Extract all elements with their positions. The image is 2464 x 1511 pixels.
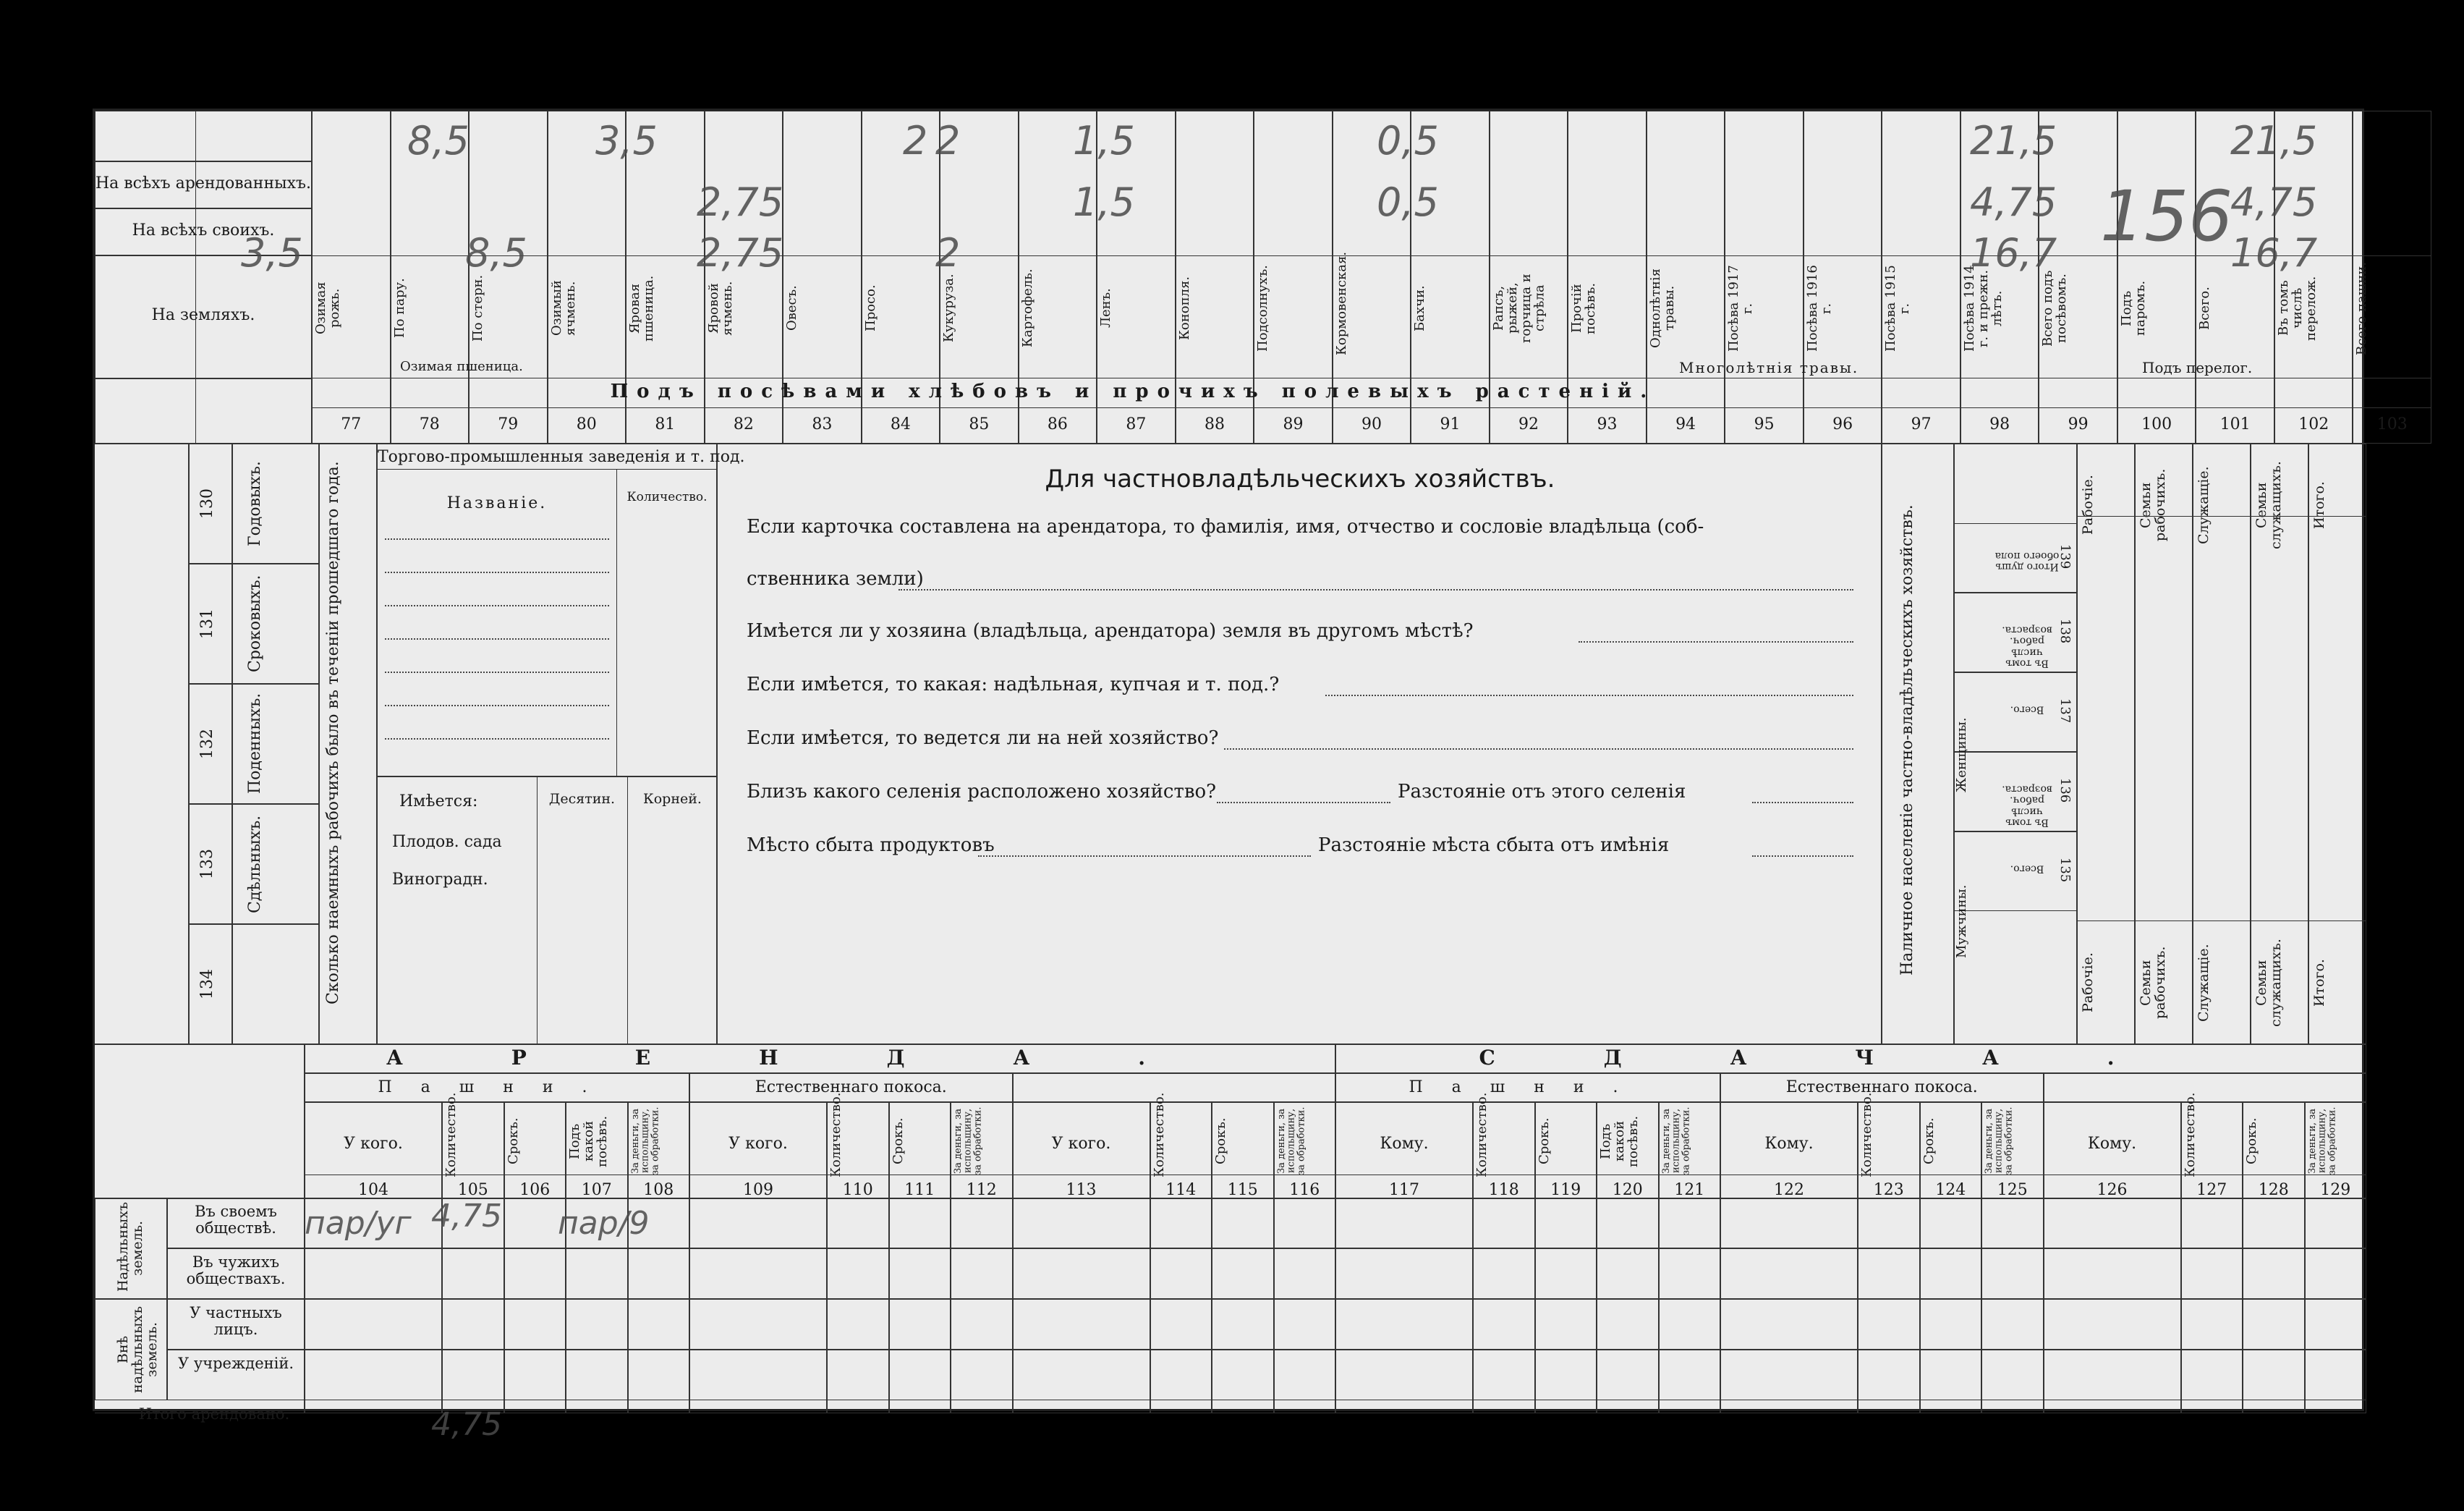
crop-column-label: Подъ паромъ. — [2118, 280, 2148, 337]
lease-column-num: 120 — [1612, 1181, 1643, 1199]
group-label: Внѣ надѣльныхъ земель. — [115, 1305, 160, 1393]
lease-column-num: 117 — [1389, 1181, 1419, 1199]
pop-caption: Наличное населеніе частно-владѣльческихъ хозяйствъ. — [1898, 504, 1916, 976]
crop-column-label: Кукуруза. — [941, 274, 957, 343]
lease-column-num: 106 — [519, 1181, 551, 1199]
pop-column-label: Семьи служащихъ. — [2253, 461, 2284, 549]
pop-row-label: Въ томъ числѣ рабоч. возраста. — [2002, 624, 2052, 669]
handwritten-value: пар/9 — [558, 1205, 650, 1242]
women-label: Женщины. — [1954, 717, 1969, 792]
lease-column-num: 122 — [1774, 1181, 1804, 1199]
handwritten-value: 21,5 — [1970, 118, 2057, 164]
pop-column-label-bottom: Семьи служащихъ. — [2253, 939, 2284, 1027]
lease-title: СДАЧА. — [1479, 1046, 2223, 1070]
crop-column-num: 99 — [2068, 415, 2089, 433]
worker-num: 130 — [198, 488, 216, 519]
crop-column-label: Прочій посѣвъ. — [1569, 282, 1599, 334]
crop-column-num: 84 — [890, 415, 911, 433]
crop-column-label: Посѣва 1915 г. — [1883, 265, 1913, 352]
lease-column-label: За деньги, за испольщину, за обработки. — [953, 1106, 984, 1176]
trade-line — [385, 638, 609, 640]
crops-table — [95, 111, 2408, 444]
lease-column-label: Срокъ. — [1536, 1117, 1552, 1165]
lease-column-label: Количество. — [828, 1092, 844, 1177]
crop-column-num: 102 — [2298, 415, 2329, 433]
pop-column-label-bottom: Итого. — [2311, 959, 2327, 1007]
lease-column-label: Подъ какой посѣвъ. — [1598, 1115, 1641, 1167]
crop-column-label: Озимая рожь. — [313, 282, 342, 335]
lease-column-label: Количество. — [1151, 1092, 1167, 1177]
lease-column-label: За деньги, за испольщину, за обработки. — [1660, 1106, 1691, 1176]
row-label: На земляхъ. — [151, 306, 255, 324]
lease-column-label: Срокъ. — [2244, 1117, 2259, 1165]
crop-column-num: 98 — [1989, 415, 2010, 433]
crop-column-num: 96 — [1832, 415, 1853, 433]
handwritten-value: 2 — [935, 118, 961, 164]
crop-column-label: Всего подъ посѣвомъ. — [2040, 270, 2070, 347]
worker-num: 131 — [198, 609, 216, 639]
trade-block: Торгово-промышленныя заведенія и т. под. Названіе. Количество. — [377, 444, 717, 776]
trade-line — [385, 538, 609, 540]
lease-column-num: 115 — [1227, 1181, 1258, 1199]
pop-row-label: Всего. — [2010, 703, 2044, 716]
pop-column-label-bottom: Рабочіе. — [2080, 952, 2096, 1013]
crop-column-num: 82 — [733, 415, 754, 433]
worker-label — [247, 934, 305, 1034]
handwritten-value: 4,75 — [1970, 179, 2057, 225]
lease-column-num: 119 — [1550, 1181, 1581, 1199]
lease-column-label: За деньги, за испольщину, за обработки. — [1984, 1106, 2015, 1176]
crop-column-num: 78 — [419, 415, 440, 433]
lease-column-label: Срокъ. — [890, 1117, 906, 1165]
crop-column-label: Яровая пшеница. — [627, 275, 656, 342]
lease-column-num: 125 — [1997, 1181, 2028, 1199]
crop-column-num: 88 — [1204, 415, 1225, 433]
worker-label: Годовыхъ. — [246, 461, 264, 546]
lease-column-label: За деньги, за испольщину, за обработки. — [629, 1106, 660, 1176]
handwritten-value: 3,5 — [595, 118, 658, 164]
lease-column-label: Срокъ. — [505, 1117, 521, 1165]
lease-title-cell — [1335, 1044, 2366, 1073]
pop-row-label: Всего. — [2010, 863, 2044, 875]
crop-column-num: 100 — [2141, 415, 2172, 433]
crop-column-label: Просо. — [862, 284, 878, 332]
lease-column-label: Количество. — [1859, 1092, 1874, 1177]
crop-column-num: 92 — [1518, 415, 1539, 433]
trade-line — [385, 572, 609, 573]
crop-column-num: 91 — [1440, 415, 1461, 433]
worker-label: Сдѣльныхъ. — [246, 815, 264, 913]
crop-column-num: 103 — [2376, 415, 2408, 433]
pop-column-label-bottom: Служащіе. — [2196, 944, 2212, 1022]
handwritten-value: 8,5 — [465, 230, 527, 276]
crop-column-label: Подсолнухъ. — [1255, 265, 1271, 352]
crop-column-label: Конопля. — [1176, 276, 1192, 341]
lease-row — [167, 1248, 2366, 1299]
crop-column-num: 97 — [1911, 415, 1932, 433]
crop-column-label: Овесъ. — [784, 285, 800, 331]
lease-column-label: Кому. — [1764, 1135, 1814, 1153]
lease-row — [167, 1299, 2366, 1350]
lease-column-label: Подъ какой посѣвъ. — [567, 1115, 610, 1167]
crop-column-label: Посѣва 1917 г. — [1726, 265, 1756, 352]
lease-row-label: Въ чужихъ обществахъ. — [186, 1253, 286, 1288]
lease-column-num: 126 — [2096, 1181, 2128, 1199]
trade-line — [385, 705, 609, 706]
lease-row — [167, 1350, 2366, 1400]
handwritten-value: 0,5 — [1377, 179, 1439, 225]
crop-column-num: 95 — [1754, 415, 1775, 433]
lease-column-label: Кому. — [1380, 1135, 1429, 1153]
crop-column-label: Рапсъ, рыжей, горчица и стрѣла — [1490, 274, 1547, 343]
crop-column-label: Картофель. — [1019, 268, 1035, 348]
handwritten-value: 4,75 — [2230, 179, 2318, 225]
crop-column-label: Всего пашни. — [2354, 261, 2370, 355]
row-blank — [95, 111, 312, 161]
private-block: Для частновладѣльческихъ хозяйствъ. Если карточка составлена на арендатора, то фамилія, имя, отчество и сословіе владѣльца (соб- ственника земли) Имѣется ли у хозяина (владѣльца, арендатора) земля въ другомъ мѣстѣ? Если имѣется, то какая: надѣльная, купчая и т. под.? Если имѣется, то ведется ли на ней хозяйство? Близъ какого селенія расположено хозяйство? Разстояніе отъ этого селенія Мѣсто сбыта продуктовъ Разстояніе мѣста сбыта отъ имѣнія — [717, 444, 1882, 1044]
lease-column-num: 128 — [2258, 1181, 2289, 1199]
lease-column-num: 111 — [904, 1181, 935, 1199]
lease-column-num: 127 — [2196, 1181, 2227, 1199]
itogo-label: Итого арендовано. — [138, 1405, 290, 1423]
handwritten-value: 16,7 — [1970, 230, 2057, 276]
lease-column-num: 121 — [1674, 1181, 1705, 1199]
handwritten-value: 8,5 — [407, 118, 470, 164]
crop-column-num: 86 — [1047, 415, 1068, 433]
crop-column-num: 101 — [2219, 415, 2251, 433]
crop-column-num: 89 — [1283, 415, 1304, 433]
has-block: Имѣется: Плодов. сада Виноградн. Десятин. Корней. — [377, 776, 717, 1044]
lease-column-num: 108 — [643, 1181, 674, 1199]
handwritten-value: пар/уг — [305, 1205, 412, 1242]
crop-column-label: Посѣва 1916 г. — [1804, 265, 1834, 352]
lease-subgroup-label: Пашни. — [1409, 1078, 1647, 1096]
pop-entry-area — [2077, 516, 2366, 921]
worker-num: 132 — [198, 729, 216, 759]
lease-column-label: Количество. — [2182, 1092, 2198, 1177]
crop-column-num: 81 — [655, 415, 676, 433]
worker-label: Поденныхъ. — [246, 693, 264, 794]
rule — [312, 407, 2431, 408]
crop-column-label: По пару. — [391, 278, 407, 339]
pop-column-label-bottom: Семьи рабочихъ. — [2138, 946, 2168, 1020]
crop-column-label: Озимый ячмень. — [548, 280, 578, 337]
worker-num: 134 — [198, 969, 216, 999]
crop-column-num: 77 — [341, 415, 362, 433]
lease-row-label: У учрежденій. — [177, 1355, 294, 1372]
pop-row-label: Итого душъ обоего пола — [1994, 549, 2060, 572]
handwritten-value: 2 — [935, 230, 961, 276]
lease-column-label: Кому. — [2087, 1135, 2137, 1153]
crop-column-label: Посѣва 1914 г. и прежн. лѣтъ. — [1961, 265, 2005, 352]
men-label: Мужчины. — [1954, 884, 1969, 958]
workers-caption: Сколько наемныхъ рабочихъ было въ теченіи прошедшаго года. — [324, 461, 342, 1005]
lease-column-num: 124 — [1935, 1181, 1966, 1199]
crop-column-num: 87 — [1126, 415, 1147, 433]
crop-column-num: 83 — [812, 415, 833, 433]
handwritten-value: 3,5 — [241, 230, 303, 276]
crop-column-num: 85 — [969, 415, 990, 433]
lease-column-num: 105 — [457, 1181, 488, 1199]
lease-column-num: 112 — [966, 1181, 997, 1199]
private-title: Для частновладѣльческихъ хозяйствъ. — [1045, 465, 1555, 494]
lease-column-num: 110 — [842, 1181, 873, 1199]
pop-column-label: Семьи рабочихъ. — [2138, 468, 2168, 542]
lease-column-label: У кого. — [344, 1135, 403, 1153]
lease-column-label: У кого. — [728, 1135, 788, 1153]
pop-num: 137 — [2057, 698, 2073, 724]
lease-column-label: Срокъ. — [1921, 1117, 1937, 1165]
lease-column-num: 118 — [1488, 1181, 1519, 1199]
lease-column-label: У кого. — [1051, 1135, 1111, 1153]
lease-column-label: За деньги, за испольщину, за обработки. — [1275, 1106, 1307, 1176]
handwritten-value: 16,7 — [2230, 230, 2318, 276]
mnogoletnie-label: Многолѣтнія травы. — [1679, 359, 1859, 376]
lease-title: АРЕНДА. — [386, 1046, 1254, 1070]
trade-line — [385, 605, 609, 606]
pop-num: 139 — [2057, 543, 2073, 570]
pop-column-label: Рабочіе. — [2080, 475, 2096, 536]
crop-column-num: 80 — [576, 415, 597, 433]
lease-row-label: Въ своемъ обществѣ. — [195, 1203, 277, 1237]
handwritten-value: 21,5 — [2230, 118, 2318, 164]
handwritten-value: 2 — [903, 118, 928, 164]
banner-crops: Подъ посѣвами хлѣбовъ и прочихъ полевыхъ растеній. — [610, 381, 1656, 402]
crop-column-label: Въ томъ числѣ перелож. — [2275, 276, 2319, 341]
trade-line — [385, 738, 609, 740]
lease-column-num: 123 — [1873, 1181, 1904, 1199]
handwritten-value: 0,5 — [1377, 118, 1439, 164]
crop-column-num: 94 — [1675, 415, 1696, 433]
lease-column-num: 114 — [1165, 1181, 1197, 1199]
lease-column-num: 107 — [581, 1181, 612, 1199]
crop-column-label: Кормовенская. — [1333, 251, 1349, 355]
worker-label: Сроковыхъ. — [246, 575, 264, 673]
row-label: На всѣхъ своихъ. — [132, 221, 275, 240]
lease-subgroup — [2044, 1073, 2367, 1102]
pop-column-label: Итого. — [2311, 481, 2327, 529]
handwritten-value: 2,75 — [697, 179, 784, 225]
blank — [95, 444, 189, 1044]
crop-column-label: Однолѣтнія травы. — [1647, 268, 1677, 349]
lease-column-label: За деньги, за испольщину, за обработки. — [2306, 1106, 2337, 1176]
handwritten-value: 2,75 — [697, 230, 784, 276]
lease-subgroup-label: Естественнаго покоса. — [1785, 1078, 1978, 1096]
crop-column-label: Бахчи. — [1412, 285, 1428, 331]
group-label: Надѣльныхъ земель. — [115, 1201, 145, 1292]
lease-row-label: У частныхъ лицъ. — [190, 1304, 282, 1339]
crop-column-num: 79 — [498, 415, 519, 433]
crop-column-label: Всего. — [2197, 287, 2213, 330]
lease-column-label: Срокъ. — [1213, 1117, 1228, 1165]
ozimaya-pshenitsa-label: Озимая пшеница. — [400, 359, 523, 374]
middle-section — [95, 444, 2362, 1044]
handwritten-value: 4,75 — [431, 1198, 502, 1235]
row-label: На всѣхъ арендованныхъ. — [95, 174, 312, 192]
pop-row-label: Въ томъ числѣ рабоч. возраста. — [2002, 783, 2052, 829]
handwritten-value: 156 — [2100, 176, 2233, 257]
lease-column-num: 104 — [358, 1181, 388, 1199]
handwritten-value: 1,5 — [1073, 118, 1135, 164]
lease-column-label: Количество. — [443, 1092, 459, 1177]
worker-num: 133 — [198, 849, 216, 879]
lease-title-cell — [305, 1044, 1335, 1073]
handwritten-value: 4,75 — [431, 1406, 502, 1443]
pop-num: 135 — [2057, 857, 2073, 883]
pop-column-label: Служащіе. — [2196, 466, 2212, 544]
lease-column-num: 129 — [2320, 1181, 2351, 1199]
lease-column-num: 113 — [1066, 1181, 1097, 1199]
lease-subgroup-label: Пашни. — [378, 1078, 616, 1096]
pod-perelog-label: Подъ перелог. — [2142, 359, 2253, 376]
rule — [305, 1174, 2366, 1175]
pop-num: 136 — [2057, 777, 2073, 803]
crop-column-num: 93 — [1597, 415, 1618, 433]
lease-column-num: 109 — [743, 1181, 773, 1199]
crop-column-label: По стерн. — [470, 274, 486, 342]
lease-subgroup — [1013, 1073, 1336, 1102]
lease-column-label: Количество. — [1474, 1092, 1490, 1177]
crop-column-label: Яровой ячмень. — [705, 281, 735, 336]
lease-column-num: 116 — [1289, 1181, 1320, 1199]
lease-subgroup-label: Естественнаго покоса. — [755, 1078, 947, 1096]
pop-num: 138 — [2057, 618, 2073, 644]
crop-column-num: 90 — [1361, 415, 1382, 433]
census-card — [93, 109, 2408, 1443]
lease-table — [95, 1044, 2362, 1443]
crop-column-label: Ленъ. — [1098, 288, 1114, 329]
trade-line — [385, 672, 609, 673]
handwritten-value: 1,5 — [1073, 179, 1135, 225]
